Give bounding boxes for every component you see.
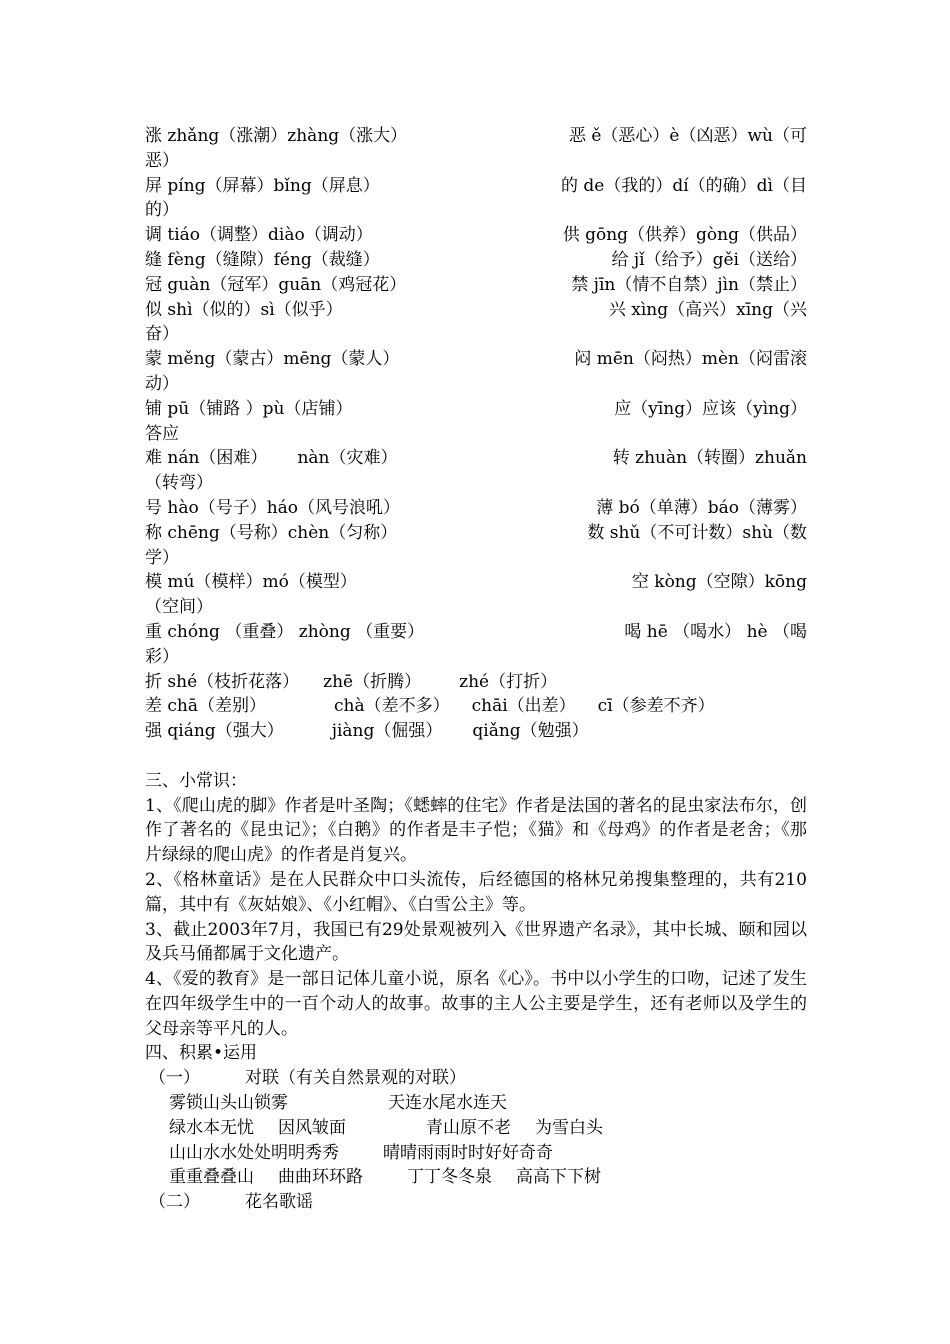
knowledge-item: 4、《爱的教育》是一部日记体儿童小说，原名《心》。书中以小学生的口吻，记述了发生在四年级学生中的一百个动人的故事。故事的主人公主要是学生，还有老师以及学生的父母亲等平凡的人。 <box>145 969 807 1039</box>
polyphone-wrap: 学） <box>145 547 179 568</box>
triple-row <box>145 694 807 719</box>
subsection-label: 花名歌谣 <box>245 1192 313 1213</box>
couplet-row <box>145 1116 807 1141</box>
subsection-heading <box>145 1066 807 1091</box>
couplet-first: 重重叠叠山 <box>169 1167 254 1188</box>
polyphone-wrap: 彩） <box>145 646 179 667</box>
triple-row <box>145 719 807 744</box>
triple-d: cī（参差不齐） <box>597 696 715 717</box>
triple-b: chà（差不多） <box>334 696 450 717</box>
polyphone-right: 兴 xìng（高兴）xīng（兴 <box>608 299 807 320</box>
polyphone-wrap: 恶） <box>145 150 179 171</box>
polyphone-row <box>145 248 807 273</box>
polyphone-left-2: nàn（灾难） <box>297 448 398 469</box>
couplet-second: 丁丁冬冬泉 <box>407 1167 492 1188</box>
polyphone-right: 供 gōng（供养）gòng（供品） <box>562 225 807 246</box>
polyphone-left: 模 mú（模样）mó（模型） <box>145 572 357 593</box>
polyphone-wrap: （转弯） <box>145 473 213 494</box>
triple-c: chāi（出差） <box>471 696 576 717</box>
polyphone-row <box>145 570 807 595</box>
polyphone-row <box>145 223 807 248</box>
section-general-knowledge <box>145 769 807 1042</box>
polyphone-left: 屏 píng（屏幕）bǐng（屏息） <box>145 175 380 196</box>
polyphone-left: 调 tiáo（调整）diào（调动） <box>145 225 373 246</box>
triple-b: jiàng（倔强） <box>331 721 443 742</box>
polyphone-row <box>145 174 807 199</box>
polyphone-left: 称 chēng（号称）chèn（匀称） <box>145 522 398 543</box>
triple-a: 差 chā（差别） <box>145 696 267 717</box>
triple-row <box>145 670 807 695</box>
polyphone-row <box>145 298 807 323</box>
couplet-second: 晴晴雨雨时时好好奇奇 <box>383 1142 553 1163</box>
polyphone-right: 闷 mēn（闷热）mèn（闷雷滚 <box>574 349 807 370</box>
subsection-number: （二） <box>149 1192 200 1213</box>
triple-list <box>145 670 807 744</box>
polyphone-left: 难 nán（困难） <box>145 448 268 469</box>
polyphone-wrap: 奋） <box>145 324 179 345</box>
subsection-label: 对联（有关自然景观的对联） <box>245 1068 466 1089</box>
triple-a: 折 shé（枝折花落） <box>145 671 300 692</box>
polyphone-row <box>145 347 807 372</box>
polyphone-right: 的 de（我的）dí（的确）dì（目 <box>561 175 807 196</box>
couplet-second-2: 为雪白头 <box>535 1117 603 1138</box>
polyphone-right: 喝 hē （喝水） hè （喝 <box>624 621 807 642</box>
couplet-first: 绿水本无忧 <box>169 1117 254 1138</box>
polyphone-list <box>145 124 807 670</box>
polyphone-row <box>145 496 807 521</box>
triple-c: qiǎng（勉强） <box>472 721 589 742</box>
polyphone-left: 铺 pū（铺路 ）pù（店铺） <box>145 398 353 419</box>
couplet-second-2: 高高下下树 <box>516 1167 601 1188</box>
polyphone-row <box>145 273 807 298</box>
couplet-first: 雾锁山头山锁雾 <box>169 1093 288 1114</box>
blank-line <box>145 744 807 769</box>
knowledge-item: 3、截止2003年7月，我国已有29处景观被列入《世界遗产名录》，其中长城、颐和园以及兵马俑都属于文化遗产。 <box>145 919 807 965</box>
polyphone-right: 恶 ě（恶心）è（凶恶）wù（可 <box>568 126 807 146</box>
polyphone-row <box>145 620 807 645</box>
couplet-row <box>145 1141 807 1166</box>
section-title: 四、积累•运用 <box>145 1043 258 1064</box>
couplet-second: 青山原不老 <box>426 1117 511 1138</box>
subsection-number: （一） <box>149 1068 200 1089</box>
polyphone-right: 转 zhuàn（转圈）zhuǎn <box>612 448 807 469</box>
polyphone-right: 禁 jīn（情不自禁）jìn（禁止） <box>571 274 807 295</box>
polyphone-right: 给 jǐ（给予）gěi（送给） <box>611 249 807 270</box>
couplet-row <box>145 1091 807 1116</box>
polyphone-wrap: （空间） <box>145 597 213 618</box>
polyphone-row <box>145 446 807 471</box>
polyphone-row <box>145 397 807 422</box>
polyphone-left-group <box>145 446 397 471</box>
polyphone-right: 空 kòng（空隙）kōng <box>631 572 807 593</box>
couplet-first: 山山水水处处明明秀秀 <box>169 1142 339 1163</box>
polyphone-row <box>145 521 807 546</box>
triple-c: zhé（打折） <box>459 671 558 692</box>
polyphone-right: 应（yīng）应该（yìng） <box>614 398 807 419</box>
couplet-first-2: 曲曲环环路 <box>278 1167 363 1188</box>
subsection-heading <box>145 1190 807 1215</box>
polyphone-right: 薄 bó（单薄）báo（薄雾） <box>596 497 807 518</box>
section-accumulation <box>145 1041 807 1215</box>
polyphone-right: 数 shǔ（不可计数）shù（数 <box>587 522 807 543</box>
polyphone-wrap: 动） <box>145 373 179 394</box>
knowledge-item: 1、《爬山虎的脚》作者是叶圣陶；《蟋蟀的住宅》作者是法国的著名的昆虫家法布尔，创作了著名的《昆虫记》；《白鹅》的作者是丰子恺；《猫》和《母鸡》的作者是老舍；《那片绿绿的爬山虎》的作者是肖复兴。 <box>145 795 807 866</box>
section-title: 三、小常识： <box>145 770 247 791</box>
triple-b: zhē（折腾） <box>323 671 422 692</box>
couplet-second: 天连水尾水连天 <box>388 1093 507 1114</box>
polyphone-left: 似 shì（似的）sì（似乎） <box>145 299 343 320</box>
polyphone-left: 重 chóng （重叠） zhòng （重要） <box>145 621 425 642</box>
triple-a: 强 qiáng（强大） <box>145 721 284 742</box>
polyphone-left: 蒙 měng（蒙古）mēng（蒙人） <box>145 349 400 370</box>
document-page <box>145 124 807 1215</box>
polyphone-left: 缝 fèng（缝隙）féng（裁缝） <box>145 249 380 270</box>
polyphone-row <box>145 124 807 149</box>
couplet-row <box>145 1165 807 1190</box>
polyphone-left: 涨 zhǎng（涨潮）zhàng（涨大） <box>145 126 408 146</box>
polyphone-left: 冠 guàn（冠军）guān（鸡冠花） <box>145 274 407 295</box>
polyphone-wrap: 的） <box>145 200 179 221</box>
polyphone-left: 号 hào（号子）háo（风号浪吼） <box>145 497 401 518</box>
polyphone-wrap: 答应 <box>145 423 179 444</box>
couplet-first-2: 因风皱面 <box>278 1117 346 1138</box>
knowledge-item: 2、《格林童话》是在人民群众中口头流传，后经德国的格林兄弟搜集整理的，共有210篇，其中有《灰姑娘》、《小红帽》、《白雪公主》等。 <box>145 869 807 915</box>
